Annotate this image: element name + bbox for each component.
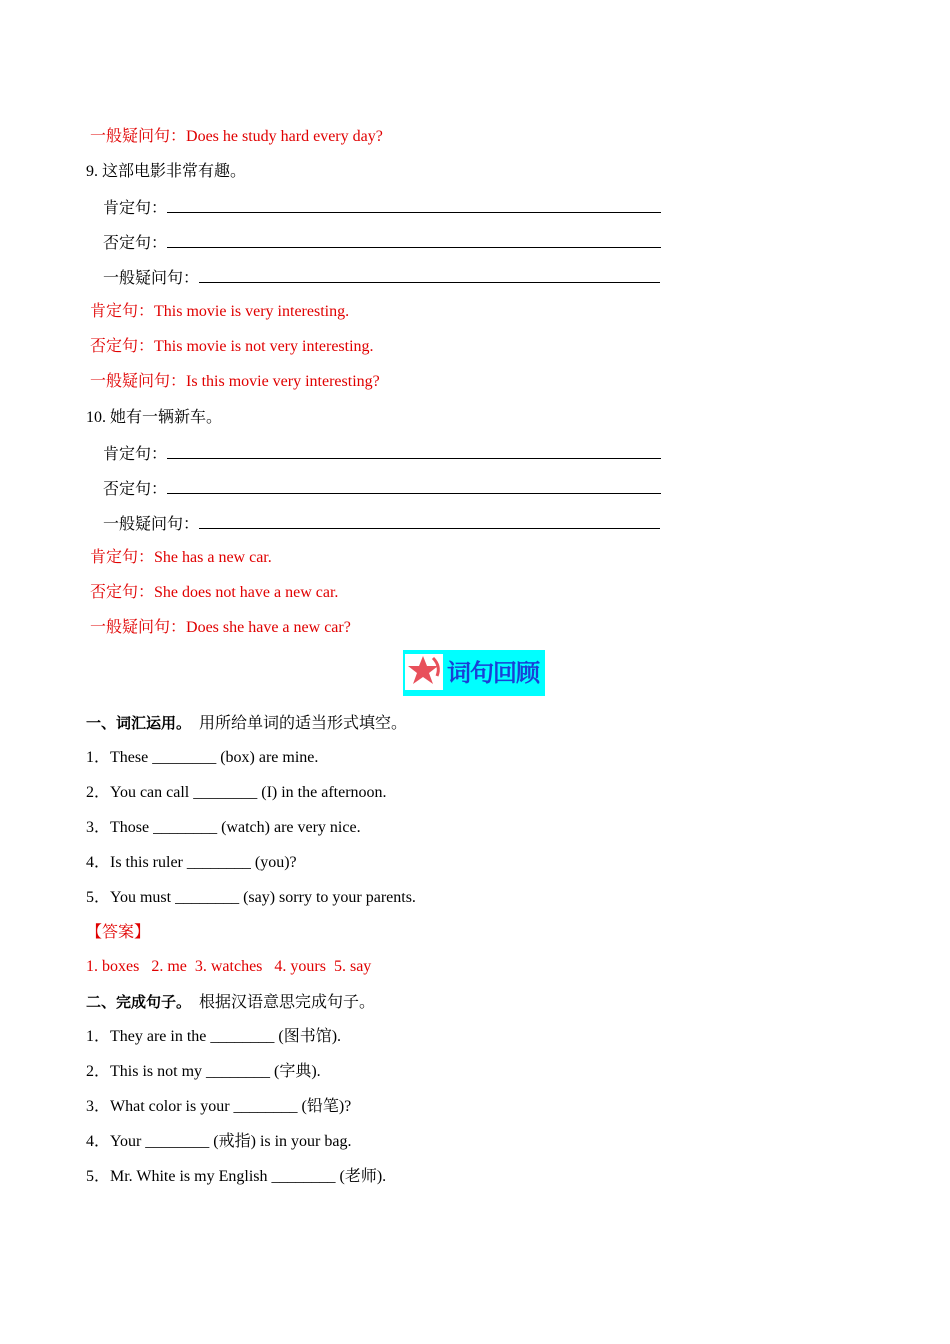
q10-negative-blank bbox=[103, 476, 661, 500]
answer-label: 一般疑问句： bbox=[90, 128, 187, 145]
blank-label: 肯定句： bbox=[103, 446, 168, 463]
answer-line[interactable] bbox=[167, 230, 661, 248]
q9-affirmative-blank bbox=[103, 195, 661, 219]
answer-label: 【答案】 bbox=[86, 924, 151, 941]
section2-header bbox=[86, 990, 375, 1014]
q10-question-blank bbox=[103, 511, 660, 535]
section1-answers: 1. boxes 2. me 3. watches 4. yours 5. say bbox=[86, 958, 372, 975]
answer-label: 肯定句： bbox=[90, 549, 155, 566]
answer-text: This movie is not very interesting. bbox=[154, 338, 374, 355]
answer-text: Does she have a new car? bbox=[186, 619, 351, 636]
blank-label: 否定句： bbox=[103, 481, 168, 498]
answer-text: Is this movie very interesting? bbox=[186, 373, 380, 390]
answer-line[interactable] bbox=[199, 511, 660, 529]
blank-label: 否定句： bbox=[103, 235, 168, 252]
q10-prompt: 10. 她有一辆新车。 bbox=[86, 409, 223, 426]
section-instruction: 用所给单词的适当形式填空。 bbox=[199, 715, 408, 732]
answer-text: She does not have a new car. bbox=[154, 584, 339, 601]
q9-affirmative-answer bbox=[90, 300, 349, 324]
q10-negative-answer bbox=[90, 581, 338, 605]
answer-label: 一般疑问句： bbox=[90, 373, 187, 390]
banner-title: 词句回顾 bbox=[447, 658, 539, 687]
blank-label: 肯定句： bbox=[103, 200, 168, 217]
section2-item-1: 1．They are in the ________ (图书馆). bbox=[86, 1028, 342, 1045]
answer-line[interactable] bbox=[199, 265, 660, 283]
q10-question-answer bbox=[90, 616, 351, 640]
q9-prompt: 9. 这部电影非常有趣。 bbox=[86, 163, 247, 180]
answer-text: Does he study hard every day? bbox=[186, 128, 383, 145]
q10-affirmative-blank bbox=[103, 441, 661, 465]
answer-label: 肯定句： bbox=[90, 303, 155, 320]
section1-item-2: 2．You can call ________ (I) in the afternoon. bbox=[86, 784, 387, 801]
answer-text: She has a new car. bbox=[154, 549, 272, 566]
answer-label: 否定句： bbox=[90, 584, 155, 601]
section-banner bbox=[403, 650, 545, 696]
section-instruction: 根据汉语意思完成句子。 bbox=[199, 994, 376, 1011]
answer-label: 否定句： bbox=[90, 338, 155, 355]
section1-header bbox=[86, 711, 407, 735]
answer-line[interactable] bbox=[167, 476, 661, 494]
answer-line[interactable] bbox=[167, 195, 661, 213]
star-icon bbox=[403, 650, 447, 696]
q10-affirmative-answer bbox=[90, 546, 272, 570]
section1-item-1: 1．These ________ (box) are mine. bbox=[86, 749, 319, 766]
section2-item-2: 2．This is not my ________ (字典). bbox=[86, 1063, 321, 1080]
q8-question-answer bbox=[90, 125, 383, 149]
answer-label: 一般疑问句： bbox=[90, 619, 187, 636]
answer-line[interactable] bbox=[167, 441, 661, 459]
section1-item-3: 3．Those ________ (watch) are very nice. bbox=[86, 819, 361, 836]
blank-label: 一般疑问句： bbox=[103, 516, 200, 533]
section1-item-4: 4．Is this ruler ________ (you)? bbox=[86, 854, 297, 871]
q9-question-blank bbox=[103, 265, 660, 289]
section-heading: 二、完成句子。 bbox=[86, 993, 192, 1011]
q9-negative-answer bbox=[90, 335, 374, 359]
section-heading: 一、词汇运用。 bbox=[86, 714, 192, 732]
section2-item-4: 4．Your ________ (戒指) is in your bag. bbox=[86, 1133, 352, 1150]
section1-item-5: 5．You must ________ (say) sorry to your parents. bbox=[86, 889, 416, 906]
section2-item-5: 5．Mr. White is my English ________ (老师). bbox=[86, 1168, 387, 1185]
q9-negative-blank bbox=[103, 230, 661, 254]
q9-question-answer bbox=[90, 370, 380, 394]
answer-text: This movie is very interesting. bbox=[154, 303, 350, 320]
blank-label: 一般疑问句： bbox=[103, 270, 200, 287]
section2-item-3: 3．What color is your ________ (铅笔)? bbox=[86, 1098, 352, 1115]
